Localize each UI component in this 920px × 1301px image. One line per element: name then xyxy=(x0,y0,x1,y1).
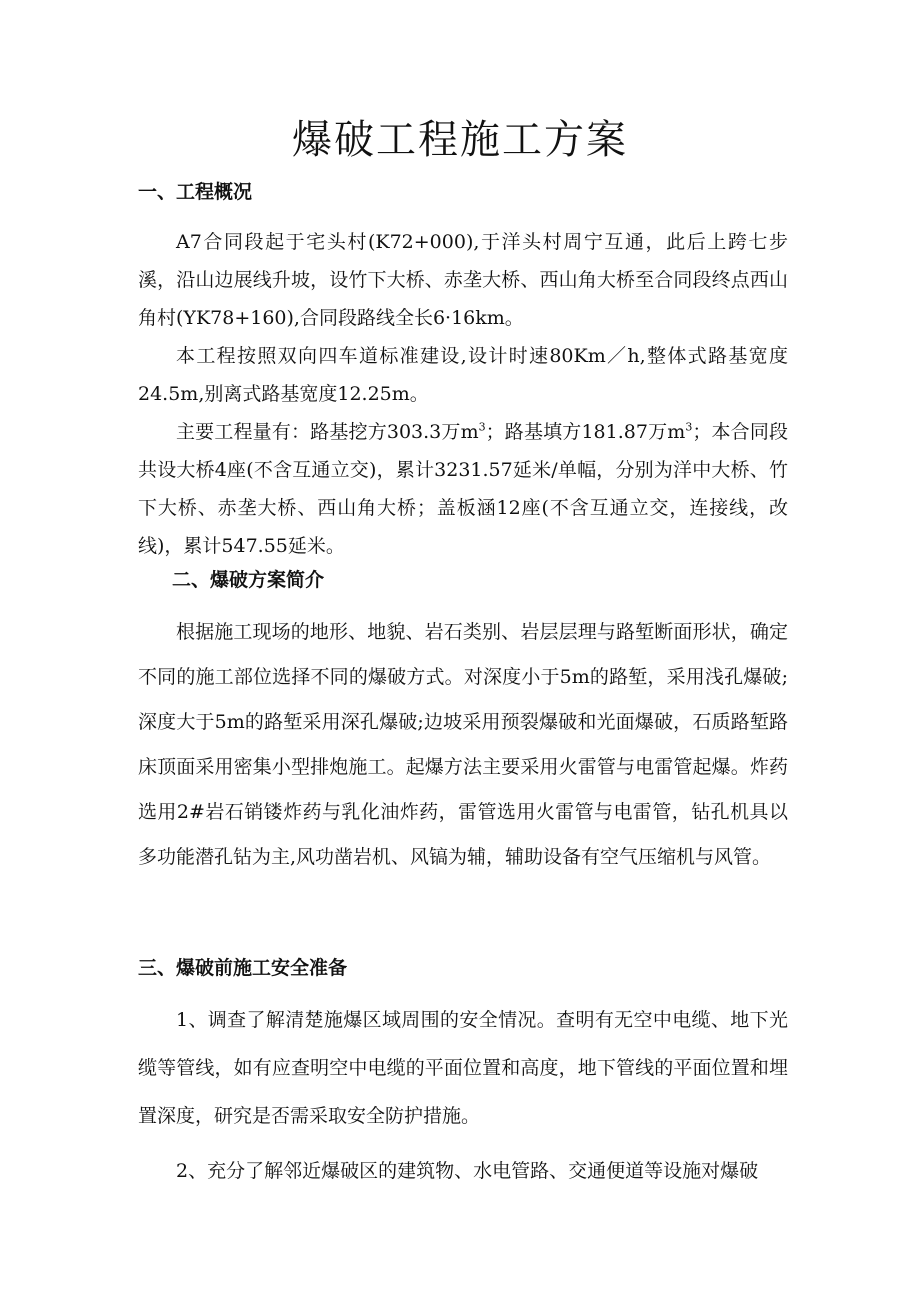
paragraph-route: A7合同段起于宅头村(K72+000),于洋头村周宁互通，此后上跨七步溪，沿山边展线升坡，设竹下大桥、赤垄大桥、西山角大桥至合同段终点西山角村(YK78+160),合同段路线全长6·16km。 xyxy=(138,231,788,329)
cubic-superscript-2: 3 xyxy=(685,420,693,434)
paragraph-quantities xyxy=(138,413,788,565)
section-heading-blasting-plan: 二、爆破方案简介 xyxy=(172,569,325,591)
cubic-superscript-1: 3 xyxy=(478,420,486,434)
paragraph-safety-1: 1、调查了解清楚施爆区域周围的安全情况。查明有无空中电缆、地下光缆等管线，如有应查明空中电缆的平面位置和高度，地下管线的平面位置和埋置深度，研究是否需采取安全防护措施。 xyxy=(138,1009,788,1127)
quantities-text-1: 主要工程量有：路基挖方303.3万m xyxy=(176,421,479,443)
paragraph-safety-2: 2、充分了解邻近爆破区的建筑物、水电管路、交通便道等设施对爆破 xyxy=(176,1160,759,1182)
quantities-text-3: ；本合同段共设大桥4座(不含互通立交)，累计3231.57延米/单幅，分别为洋中大桥、竹下大桥、赤垄大桥、西山角大桥；盖板涵12座(不含互通立交，连接线，改线)，累计547.55延米。 xyxy=(138,421,788,557)
section-heading-overview: 一、工程概况 xyxy=(138,181,253,203)
paragraph-standard: 本工程按照双向四车道标准建设,设计时速80Km／h,整体式路基宽度24.5m,别离式路基宽度12.25m。 xyxy=(138,345,788,405)
quantities-text-2: ；路基填方181.87万m xyxy=(485,421,686,443)
section-heading-safety-prep: 三、爆破前施工安全准备 xyxy=(138,957,348,979)
document-title: 爆破工程施工方案 xyxy=(292,117,628,163)
paragraph-blasting-plan: 根据施工现场的地形、地貌、岩石类别、岩层层理与路堑断面形状，确定不同的施工部位选择不同的爆破方式。对深度小于5m的路堑，采用浅孔爆破;深度大于5m的路堑采用深孔爆破;边坡采用预裂爆破和光面爆破，石质路堑路床顶面采用密集小型排炮施工。起爆方法主要采用火雷管与电雷管起爆。炸药选用2#岩石销镂炸药与乳化油炸药，雷管选用火雷管与电雷管，钻孔机具以多功能潜孔钻为主,风功凿岩机、风镐为辅，辅助设备有空气压缩机与风管。 xyxy=(138,621,788,868)
